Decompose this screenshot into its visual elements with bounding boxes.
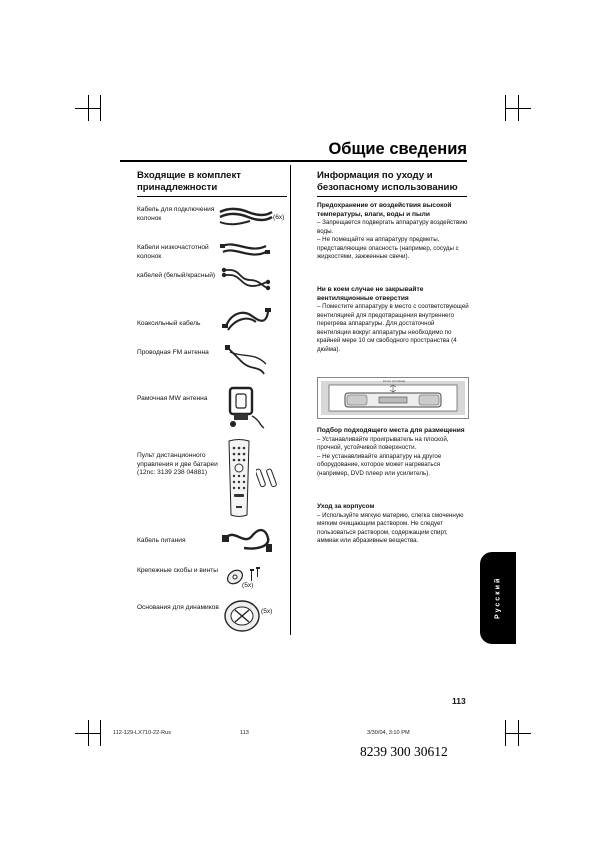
crop-mark <box>75 108 101 109</box>
section-cabinet-care <box>317 503 469 546</box>
accessory-label: Кабели низкочастотной колонок <box>137 244 209 260</box>
title-rule <box>120 160 467 162</box>
section-paragraph: – Не устанавливайте аппаратуру на другое оборудование, которое может нагреваться (например, DVD плеер или усилитель). <box>317 452 442 477</box>
section-paragraph: – Поместите аппаратуру в место с соответствующей вентиляцией для предотвращения внутреннего перегрева аппаратуры. Для достаточной вентиляции вокруг аппаратуры необходимо по крайней мере 10 см свободного пространства (4 дюйма). <box>317 303 469 353</box>
accessory-label: Рамочная MW антенна <box>137 395 208 402</box>
section-paragraph: – Запрещается подвергать аппаратуру воздействию воды. <box>317 219 468 235</box>
page-number: 113 <box>452 696 466 706</box>
accessory-label: Кабель питания <box>137 537 186 544</box>
crop-mark <box>75 733 101 734</box>
mw-loop-antenna-illustration <box>226 384 266 430</box>
section-placement <box>317 427 469 478</box>
language-tab-label: Русский <box>494 576 502 620</box>
accessory-label: Пульт дистанционного управления и две батареи (12nc: 3139 238 04881) <box>137 452 218 477</box>
coaxial-cable-illustration <box>222 306 272 332</box>
section-heat-moisture <box>317 202 469 262</box>
power-cord-illustration <box>222 524 274 554</box>
fm-antenna-illustration <box>224 344 270 380</box>
accessory-label: Крепежные скобы и винты <box>137 567 219 574</box>
footer-date: 3/30/04, 3:10 PM <box>367 730 410 736</box>
accessory-label: Основания для динамиков <box>137 604 219 611</box>
audio-cable-illustration <box>220 266 272 292</box>
accessories-heading: Входящие в комплект принадлежности <box>137 170 241 193</box>
accessory-qty: (6x) <box>273 214 285 221</box>
accessory-label: Кабель для подключения колонок <box>137 206 215 222</box>
speaker-base-illustration <box>222 598 262 634</box>
remote-control-illustration <box>226 438 252 518</box>
section-paragraph: – Устанавливайте проигрыватель на плоской, прочной, устойчивой поверхности. <box>317 435 449 452</box>
section-ventilation <box>317 286 469 355</box>
footer-file: 112-129-LX710-22-Rus <box>113 730 172 736</box>
section-heading: Предохранение от воздействия высокой температуры, влаги, воды и пыли <box>317 202 452 218</box>
ventilation-figure-label: 10 cm (4 inches) <box>383 379 406 383</box>
section-paragraph: – Не помещайте на аппаратуру предметы, представляющие опасность (например, сосуды с жидкостями, зажженные свечи). <box>317 236 459 261</box>
crop-mark <box>505 733 531 734</box>
care-safety-heading: Информация по уходу и безопасному использованию <box>317 170 458 193</box>
footer-page: 113 <box>240 730 249 736</box>
accessories-heading-rule <box>137 196 287 197</box>
subwoofer-cable-illustration <box>220 240 270 260</box>
batteries-illustration <box>256 465 280 491</box>
accessory-label: кабелей (белый/красный) <box>137 272 216 279</box>
accessory-label: Коаксильный кабель <box>137 320 201 327</box>
section-heading: Подбор подходящего места для размещения <box>317 427 465 434</box>
language-tab <box>480 552 516 644</box>
speaker-cable-illustration <box>218 206 274 228</box>
ventilation-clearance-figure <box>317 377 469 419</box>
care-safety-heading-rule <box>317 196 467 197</box>
section-heading: Уход за корпусом <box>317 503 375 510</box>
accessory-qty: (5x) <box>261 608 273 615</box>
accessory-label: Проводная FM антенна <box>137 349 209 356</box>
column-divider <box>290 165 291 635</box>
barcode-number: 8239 300 30612 <box>360 744 448 759</box>
crop-mark <box>100 95 101 121</box>
crop-mark <box>505 108 531 109</box>
page-title: Общие сведения <box>328 140 467 158</box>
section-heading: Ни в коем случае не закрывайте вентиляционные отверстия <box>317 286 424 302</box>
section-paragraph: – Используйте мягкую материю, слегка смоченную мягким очищающим раствором. Не следует пользоваться раствором, содержащим спирт, аммиак или абразивные вещества. <box>317 511 464 545</box>
accessory-qty: (5x) <box>242 582 254 589</box>
